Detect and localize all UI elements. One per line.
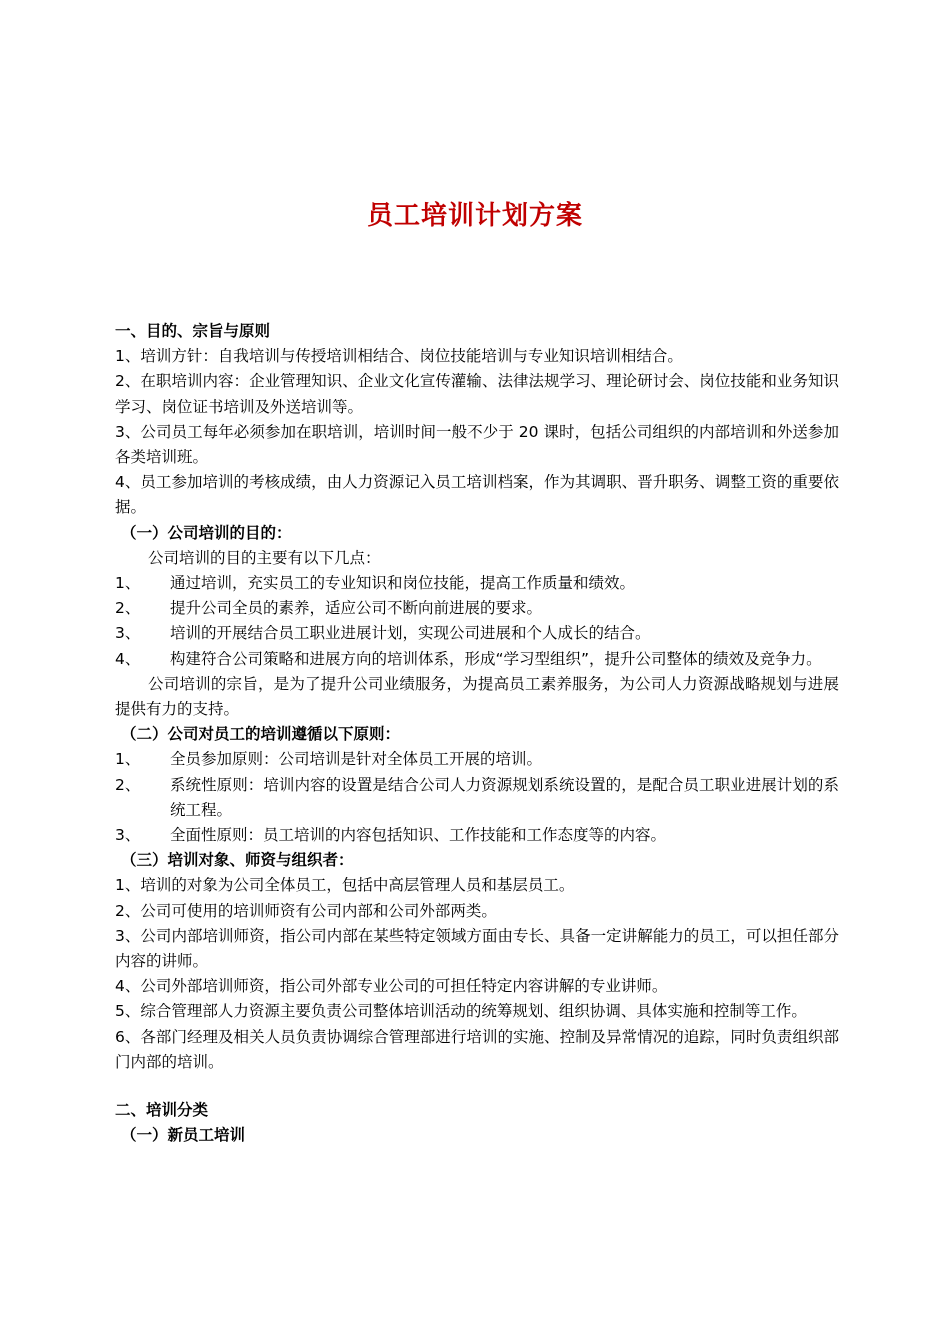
item-text: 构建符合公司策略和进展方向的培训体系，形成“学习型组织”，提升公司整体的绩效及竞争力。 — [170, 649, 822, 668]
item-text: 通过培训，充实员工的专业知识和岗位技能，提高工作质量和绩效。 — [170, 574, 636, 593]
numbered-item — [115, 621, 839, 646]
paragraph: 2、公司可使用的培训师资有公司内部和公司外部两类。 — [115, 901, 497, 920]
item-number: 2、 — [115, 599, 141, 618]
item-text: 系统性原则：培训内容的设置是结合公司人力资源规划系统设置的，是配合员工职业进展计划的系统工程。 — [170, 775, 839, 819]
item-text: 全面性原则：员工培训的内容包括知识、工作技能和工作态度等的内容。 — [170, 826, 667, 845]
paragraph: 3、公司员工每年必须参加在职培训，培训时间一般不少于 20 课时，包括公司组织的内部培训和外送参加各类培训班。 — [115, 422, 839, 467]
subsection-heading-goals: （一）公司培训的目的： — [121, 523, 292, 542]
numbered-item — [115, 571, 839, 596]
paragraph: 3、公司内部培训师资，指公司内部在某些特定领域方面由专长、具备一定讲解能力的员工，可以担任部分内容的讲师。 — [115, 926, 839, 971]
subsection-heading-new-staff: （一）新员工培训 — [121, 1126, 246, 1145]
numbered-item — [115, 647, 839, 672]
item-number: 4、 — [115, 649, 141, 668]
section-heading-classification: 二、培训分类 — [115, 1101, 209, 1120]
document-title: 员工培训计划方案 — [366, 201, 583, 231]
section-spacer — [115, 1075, 839, 1098]
document-body — [115, 319, 839, 1149]
subsection-heading-principles: （二）公司对员工的培训遵循以下原则： — [121, 725, 401, 744]
item-number: 3、 — [115, 624, 141, 643]
item-number: 1、 — [115, 750, 141, 769]
numbered-item — [115, 773, 839, 823]
subsection-heading-trainees: （三）培训对象、师资与组织者： — [121, 851, 354, 870]
section-heading-purpose: 一、目的、宗旨与原则 — [115, 322, 271, 340]
paragraph: 公司培训的宗旨，是为了提升公司业绩服务，为提高员工素养服务，为公司人力资源战略规划与进展提供有力的支持。 — [115, 674, 839, 719]
paragraph: 4、公司外部培训师资，指公司外部专业公司的可担任特定内容讲解的专业讲师。 — [115, 977, 668, 996]
paragraph: 1、培训方针：自我培训与传授培训相结合、岗位技能培训与专业知识培训相结合。 — [115, 347, 683, 366]
item-text: 全员参加原则：公司培训是针对全体员工开展的培训。 — [170, 750, 543, 769]
numbered-item — [115, 747, 839, 772]
paragraph: 6、各部门经理及相关人员负责协调综合管理部进行培训的实施、控制及异常情况的追踪，同时负责组织部门内部的培训。 — [115, 1027, 839, 1071]
item-text: 提升公司全员的素养，适应公司不断向前进展的要求。 — [170, 599, 543, 618]
item-number: 2、 — [115, 775, 141, 794]
numbered-item — [115, 823, 839, 848]
paragraph: 2、在职培训内容：企业管理知识、企业文化宣传灌输、法律法规学习、理论研讨会、岗位技能和业务知识学习、岗位证书培训及外送培训等。 — [115, 372, 839, 416]
item-number: 1、 — [115, 574, 141, 593]
paragraph: 1、培训的对象为公司全体员工，包括中高层管理人员和基层员工。 — [115, 876, 575, 895]
item-number: 3、 — [115, 826, 141, 845]
paragraph: 公司培训的目的主要有以下几点： — [148, 548, 381, 567]
paragraph: 4、员工参加培训的考核成绩，由人力资源记入员工培训档案，作为其调职、晋升职务、调整工资的重要依据。 — [115, 473, 839, 517]
paragraph: 5、综合管理部人力资源主要负责公司整体培训活动的统筹规划、组织协调、具体实施和控制等工作。 — [115, 1002, 807, 1021]
item-text: 培训的开展结合员工职业进展计划，实现公司进展和个人成长的结合。 — [170, 624, 651, 643]
numbered-item — [115, 596, 839, 621]
